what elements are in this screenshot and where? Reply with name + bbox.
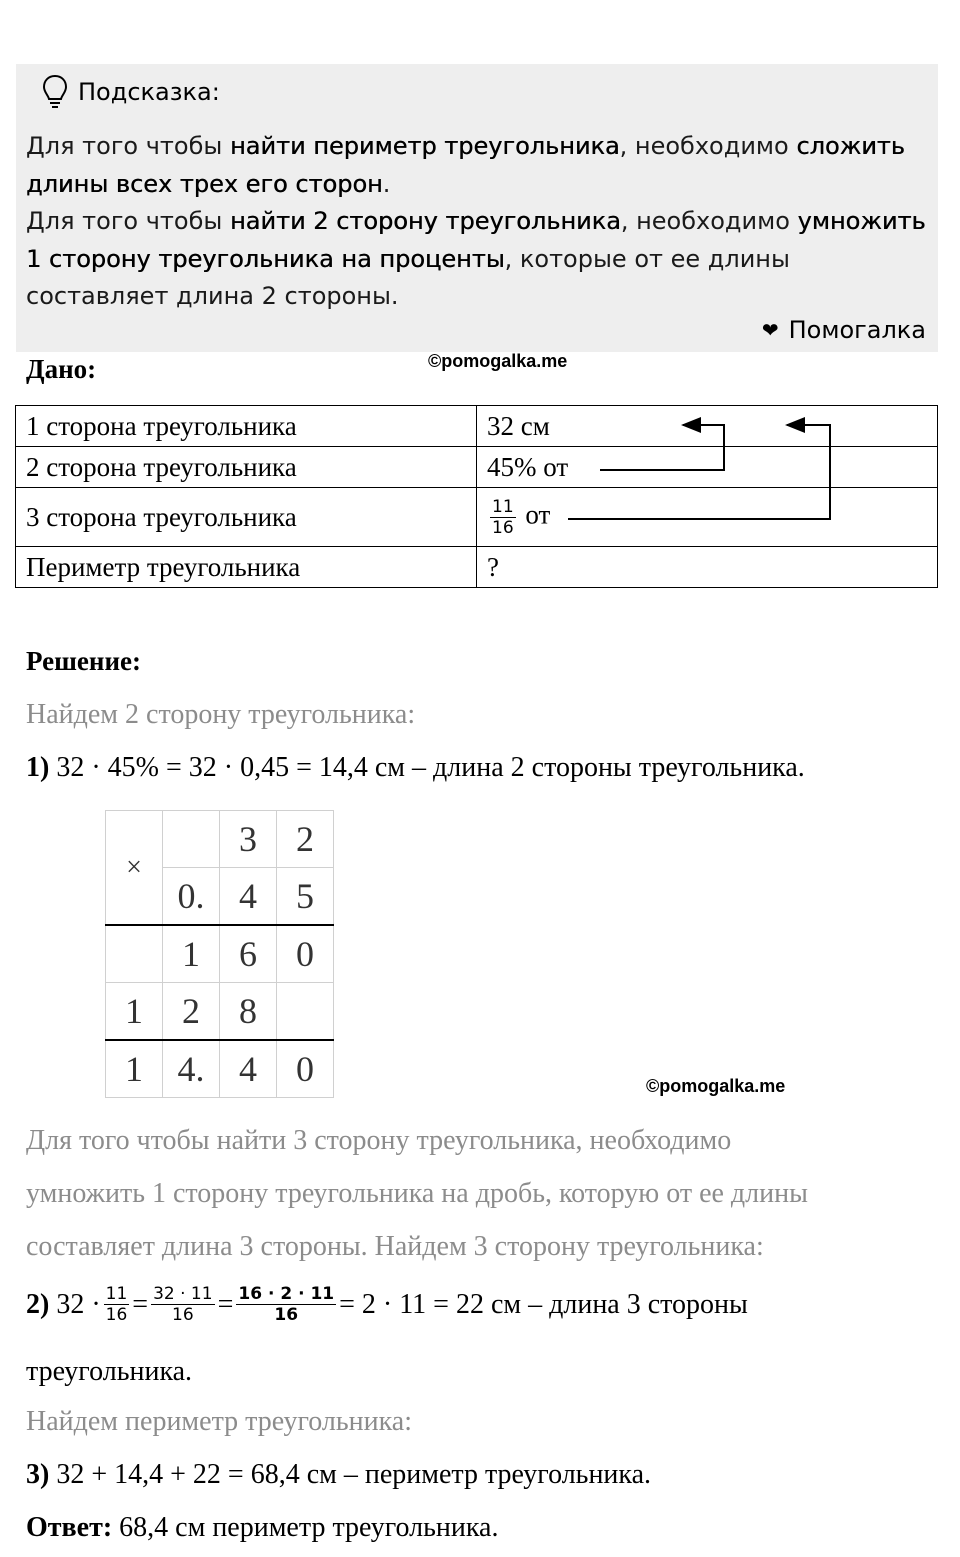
grid-cell: 0 (277, 1040, 334, 1098)
fraction (104, 1284, 130, 1325)
table-cell-label: 1 сторона треугольника (16, 406, 477, 447)
watermark: ©pomogalka.me (646, 1076, 786, 1096)
hint-text-segment: , необходимо (620, 207, 798, 235)
grid-cell: 2 (277, 811, 334, 868)
step2-intro-line-3: составляет длина 3 стороны. Найдем 3 сторону треугольника: (26, 1231, 764, 1262)
given-heading: Дано: (26, 354, 97, 384)
grid-row (106, 1040, 334, 1098)
fraction (236, 1284, 336, 1325)
fraction (151, 1284, 214, 1325)
step-number: 1) (26, 752, 50, 783)
grid-cell: 1 (106, 1040, 163, 1098)
answer-text: 68,4 см периметр треугольника. (119, 1512, 499, 1543)
fraction-denominator: 16 (492, 517, 514, 538)
fraction-denominator: 16 (172, 1305, 194, 1325)
step-text: 32 · (56, 1288, 101, 1320)
step-text: 32 + 14,4 + 22 = 68,4 см – периметр треугольника. (56, 1459, 652, 1490)
answer-line (26, 1512, 498, 1544)
fraction-denominator: 16 (105, 1305, 128, 1325)
brand-name: Помогалка (788, 316, 926, 344)
fraction-numerator: 16 · 2 · 11 (238, 1284, 335, 1304)
table-cell-label: 3 сторона треугольника (16, 488, 477, 547)
grid-cell (277, 983, 334, 1041)
fraction-denominator: 16 (274, 1305, 299, 1325)
grid-cell: 1 (163, 925, 220, 983)
fraction-numerator: 32 · 11 (153, 1284, 213, 1304)
hint-text-segment: . (382, 169, 391, 198)
hint-text-segment: Для того чтобы (26, 132, 230, 160)
step-text: = 2 · 11 = 22 см – длина 3 стороны (339, 1288, 748, 1320)
step2-intro-line-1: Для того чтобы найти 3 сторону треугольника, необходимо (26, 1125, 732, 1156)
grid-cell: 0. (163, 868, 220, 926)
grid-cell: 0 (277, 925, 334, 983)
grid-cell: 6 (220, 925, 277, 983)
heart-icon: ❤ (761, 318, 779, 342)
step2-line-2: треугольника. (26, 1356, 193, 1387)
times-sign: × (106, 811, 163, 926)
hint-emphasis: умножить 1 сторону треугольника на проценты (26, 207, 926, 273)
hint-text-segment: , необходимо (619, 132, 797, 160)
step3-line (26, 1459, 651, 1491)
grid-row (106, 925, 334, 983)
grid-cell: 2 (163, 983, 220, 1041)
grid-cell: 4 (220, 1040, 277, 1098)
answer-label: Ответ: (26, 1512, 113, 1543)
table-cell-value: 32 см (477, 406, 938, 447)
step2-line (26, 1284, 748, 1325)
grid-cell: 3 (220, 811, 277, 868)
hint-text-segment: , которые от ее длины составляет длина 2 стороны. (26, 244, 790, 310)
solution-heading: Решение: (26, 646, 141, 676)
table-cell-label: Периметр треугольника (16, 547, 477, 588)
grid-row (106, 811, 334, 868)
multiplication-grid (105, 810, 334, 1098)
table-cell-value: 45% от (477, 447, 938, 488)
grid-row (106, 983, 334, 1041)
step1-line (26, 752, 805, 784)
grid-cell: 4 (220, 868, 277, 926)
watermark: ©pomogalka.me (428, 351, 568, 371)
step-number: 2) (26, 1288, 50, 1320)
step3-intro: Найдем периметр треугольника: (26, 1406, 412, 1437)
step-number: 3) (26, 1459, 50, 1490)
equals-sign: = (132, 1288, 149, 1320)
hint-text-segment: Для того чтобы (26, 207, 230, 235)
grid-cell: 5 (277, 868, 334, 926)
equals-sign: = (217, 1288, 234, 1320)
hint-emphasis: найти периметр треугольника (229, 132, 620, 160)
arrow-side3-to-side1 (568, 425, 830, 519)
step-text: 32 · 45% = 32 · 0,45 = 14,4 см – длина 2 стороны треугольника. (56, 752, 805, 783)
value-suffix: от (525, 499, 551, 530)
arrow-side2-to-side1 (600, 425, 724, 470)
grid-cell (106, 925, 163, 983)
grid-cell: 8 (220, 983, 277, 1041)
table-cell-label: 2 сторона треугольника (16, 447, 477, 488)
grid-cell (163, 811, 220, 868)
hint-emphasis: найти 2 сторону треугольника (229, 207, 621, 235)
grid-cell: 1 (106, 983, 163, 1041)
fraction-numerator: 11 (105, 1284, 128, 1304)
fraction-numerator: 11 (492, 496, 514, 517)
grid-cell: 4. (163, 1040, 220, 1098)
step1-intro: Найдем 2 сторону треугольника: (26, 699, 416, 730)
table-cell-value: ? (477, 547, 938, 588)
hint-title: Подсказка: (78, 78, 220, 106)
hint-emphasis: сложить длины всех трех его сторон (26, 132, 905, 198)
step2-intro-line-2: умножить 1 сторону треугольника на дробь, которую от ее длины (26, 1178, 808, 1209)
